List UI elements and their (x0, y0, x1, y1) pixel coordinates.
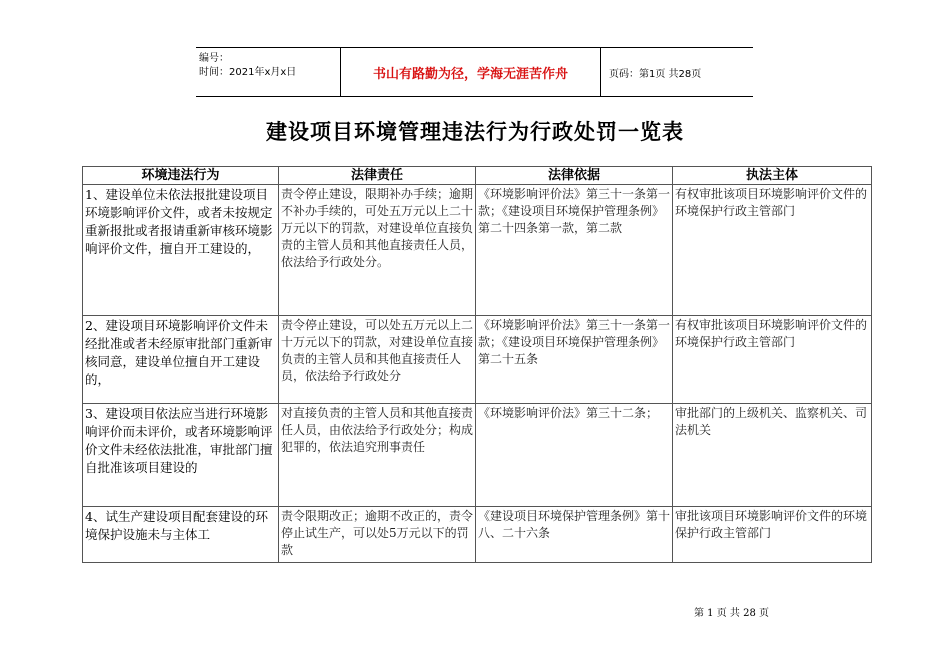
behavior-cell: 3、建设项目依法应当进行环境影响评价而未评价，或者环境影响评价文件未经依法批准，审批部门擅自批准该项目建设的 (83, 404, 279, 507)
table-row (83, 185, 872, 316)
basis-cell: 《环境影响评价法》第三十一条第一款；《建设项目环境保护管理条例》第二十四条第一款，第二款 (476, 185, 673, 316)
basis-cell: 《环境影响评价法》第三十二条； (476, 404, 673, 507)
liability-cell: 责令限期改正；逾期不改正的，责令停止试生产，可以处5万元以下的罚款 (279, 507, 476, 563)
page-footer: 第 1 页 共 28 页 (694, 608, 769, 619)
document-title: 建设项目环境管理违法行为行政处罚一览表 (266, 119, 684, 144)
page-header (196, 47, 753, 97)
column-header-authority: 执法主体 (673, 167, 872, 185)
basis-cell: 《环境影响评价法》第三十一条第一款；《建设项目环境保护管理条例》第二十五条 (476, 316, 673, 404)
behavior-cell: 1、建设单位未依法报批建设项目环境影响评价文件，或者未按规定重新报批或者报请重新审核环境影响评价文件，擅自开工建设的， (83, 185, 279, 316)
authority-cell: 审批该项目环境影响评价文件的环境保护行政主管部门 (673, 507, 872, 563)
table-row (83, 507, 872, 563)
header-meta (196, 48, 341, 96)
column-header-behavior: 环境违法行为 (83, 167, 279, 185)
liability-cell: 责令停止建设，限期补办手续；逾期不补办手续的，可处五万元以上二十万元以下的罚款，对建设单位直接负责的主管人员和其他直接责任人员，依法给予行政处分。 (279, 185, 476, 316)
column-header-basis: 法律依据 (476, 167, 673, 185)
behavior-cell: 2、建设项目环境影响评价文件未经批准或者未经原审批部门重新审核同意，建设单位擅自开工建设的， (83, 316, 279, 404)
penalty-table (82, 166, 872, 563)
document-time-label: 时间：2021年x月x日 (199, 67, 297, 78)
authority-cell: 有权审批该项目环境影响评价文件的环境保护行政主管部门 (673, 316, 872, 404)
header-page-label: 页码：第1页 共28页 (609, 68, 702, 80)
authority-cell: 审批部门的上级机关、监察机关、司法机关 (673, 404, 872, 507)
liability-cell: 责令停止建设，可以处五万元以上二十万元以下的罚款，对建设单位直接负责的主管人员和其他直接责任人员，依法给予行政处分 (279, 316, 476, 404)
liability-cell: 对直接负责的主管人员和其他直接责任人员，由依法给予行政处分；构成犯罪的，依法追究刑事责任 (279, 404, 476, 507)
authority-cell: 有权审批该项目环境影响评价文件的环境保护行政主管部门 (673, 185, 872, 316)
behavior-cell: 4、试生产建设项目配套建设的环境保护设施未与主体工 (83, 507, 279, 563)
document-number-label: 编号： (199, 53, 229, 64)
column-header-liability: 法律责任 (279, 167, 476, 185)
header-motto: 书山有路勤为径，学海无涯苦作舟 (341, 48, 601, 96)
basis-cell: 《建设项目环境保护管理条例》第十八、二十六条 (476, 507, 673, 563)
table-row (83, 316, 872, 404)
table-row (83, 404, 872, 507)
table-header-row (83, 167, 872, 185)
